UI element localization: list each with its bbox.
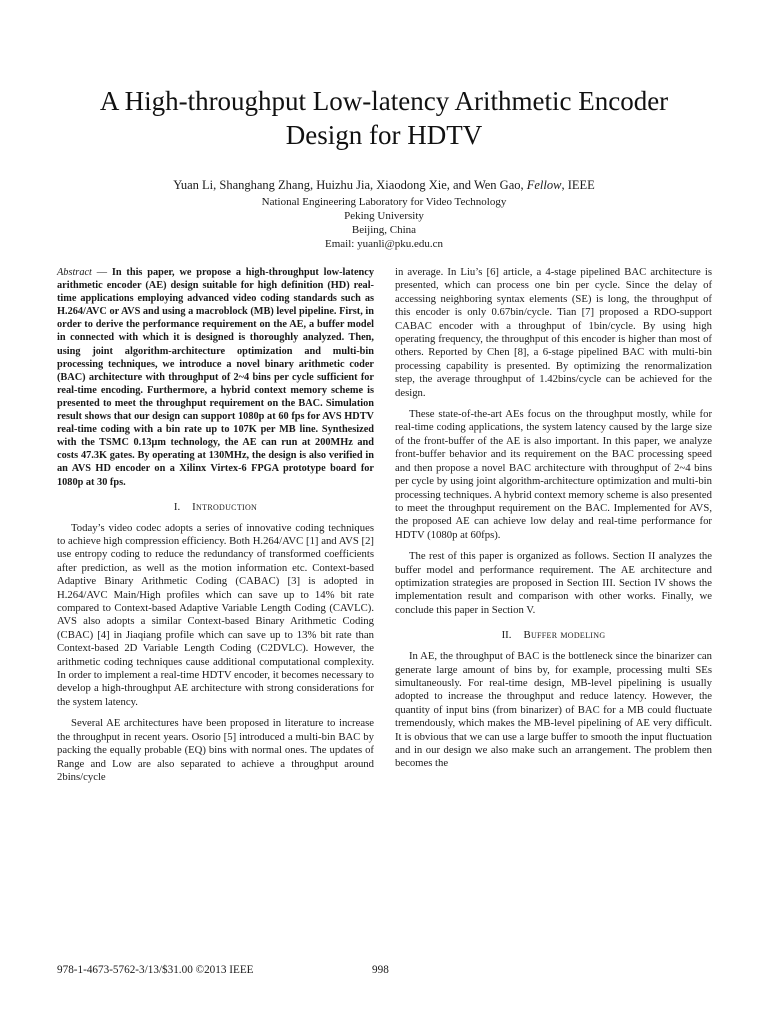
abstract [57,266,374,489]
section-title: Buffer modeling [523,629,606,642]
copyright-notice: 978-1-4673-5762-3/13/$31.00 ©2013 IEEE [57,964,254,976]
paper-title [40,84,728,152]
section-heading-buffer-modeling [395,629,712,642]
intro-paragraph-2: Several AE architectures have been proposed in literature to increase the throughput in recent years. Osorio [5] introduced a multi-bin BAC by packing the equally probable (EQ) bins with normal ones. The updates of Range and Low are also separated to achieve a throughput around 2bins/cycle [57,717,374,783]
abstract-label: Abstract [57,267,92,278]
title-line-1: A High-throughput Low-latency Arithmetic Encoder [99,86,669,116]
author-suffix: , IEEE [561,178,595,192]
left-column [57,266,374,784]
buffer-paragraph-1: In AE, the throughput of BAC is the bottleneck since the binarizer can generate large amount of bins by, for example, processing multi SEs simultaneously. For real-time design, MB-level pipelining is usually adopted to increase the throughput and reduce latency. However, the quantity of input bins (from binarizer) of BAC for a MB could fluctuate tremendously, which makes the MB-level pipelining of AE very difficult. It is obvious that we can use a large buffer to smooth the input fluctuation and in our design we also make such an arrangement. The problem then becomes the [395,650,712,770]
author-names: Yuan Li, Shanghang Zhang, Huizhu Jia, Xiaodong Xie, and Wen Gao, [173,178,527,192]
abstract-dash: — [91,267,112,278]
intro-paragraph-1: Today’s video codec adopts a series of innovative coding techniques to achieve high compression efficiency. Both H.264/AVC [1] and AVS [2] use entropy coding to reduce the redundancy of transformed coefficients after prediction, as well as the motion information etc. Context-based Adaptive Binary Arithmetic Coding (CABAC) [3] is adopted in H.264/AVC Main/High profiles which can save up to 14% bit rate compared to Context-based Adaptive Variable Length Coding (CAVLC). AVS also adopts a similar Context-based Binary Arithmetic Coding (CBAC) [4] in Jiaqiang profile which can save up to 13% bit rate than Context-based 2D Variable Length Coding (C2DVLC). However, the arithmetic coding techniques cause additional computational complexity. In order to implement a real-time HDTV encoder, it becomes necessary to develop a high-throughput AE architecture with strong considerations for the system latency. [57,521,374,708]
affiliation-email: Email: yuanli@pku.edu.cn [325,238,443,250]
section-number: I. [173,500,181,513]
abstract-text: In this paper, we propose a high-throughput low-latency arithmetic encoder (AE) design suitable for high definition (HD) real-time applications employing advanced video coding standards such as H.264/AVC or AVS and using a macroblock (MB) level pipeline. First, in order to derive the performance requirement on the AE, a buffer model in connected with which it is designed is thoroughly analyzed. Then, using joint algorithm-architecture optimization and multi-bin processing techniques, we introduce a novel binary arithmetic coder (BAC) architecture with throughput of 2~4 bins per cycle sufficient for real-time encoding. Furthermore, a hybrid context memory scheme is presented to meet the throughput requirement on the BAC. Simulation result shows that our design can support 1080p at 60 fps for AVS HDTV real-time coding with a bin rate up to 107K per MB line. Synthesized with the TSMC 0.13μm technology, the AE can run at 200MHz and costs 47.3K gates. By operating at 130MHz, the design is also verified in an AVS HD encoder on a Xilinx Virtex-6 FPGA prototype board for 1080p at 30 fps. [57,267,375,488]
author-fellow: Fellow [526,178,562,192]
intro-paragraph-3: These state-of-the-art AEs focus on the throughput mostly, while for real-time coding applications, the system latency caused by the large size of the front-buffer of the AE is also important. In this paper, we analyze front-buffer behavior and its requirement on the BAC processing speed and then propose a novel BAC architecture with throughput of 2~4 bins per cycle by using joint algorithm-architecture optimization and multi-bin processing techniques. A hybrid context memory scheme is also presented to meet the throughput requirement on the BAC. Implemented for AVS, the proposed AE can achieve low delay and real-time performance for HDTV (1080p at 60fps). [395,408,712,541]
author-list [40,177,728,193]
intro-paragraph-2-cont: in average. In Liu’s [6] article, a 4-stage pipelined BAC architecture is presented, which can process one bin per cycle. Since the delay of accessing neighboring syntax elements (SE) is long, the throughput of this encoder is only 0.67bin/cycle. Tian [7] proposed a RDO-support CABAC encoder with a throughput of 1bin/cycle. By using high operating frequency, the throughput of this encoder is higher than most of others. Reported by Chen [8], a 6-stage pipelined BAC with multi-bin processing capability is presented. By optimizing the renormalization step, the average throughput of 1.42bins/cycle can be achieved for the design. [395,266,712,399]
affiliation-university: Peking University [344,210,424,222]
page-number: 998 [372,964,389,976]
title-line-2: Design for HDTV [285,120,483,150]
right-column [395,266,712,771]
section-title: Introduction [192,500,258,513]
affiliation-lab: National Engineering Laboratory for Video Technology [261,196,507,208]
section-heading-introduction [57,501,374,514]
intro-paragraph-4: The rest of this paper is organized as follows. Section II analyzes the buffer model and performance requirement. The AE architecture and optimization strategies are proposed in Section III. Section IV shows the implementation result and comparison with other works. Finally, we conclude this paper in Section V. [395,550,712,616]
section-number: II. [501,629,512,642]
affiliation-city: Beijing, China [351,224,417,236]
